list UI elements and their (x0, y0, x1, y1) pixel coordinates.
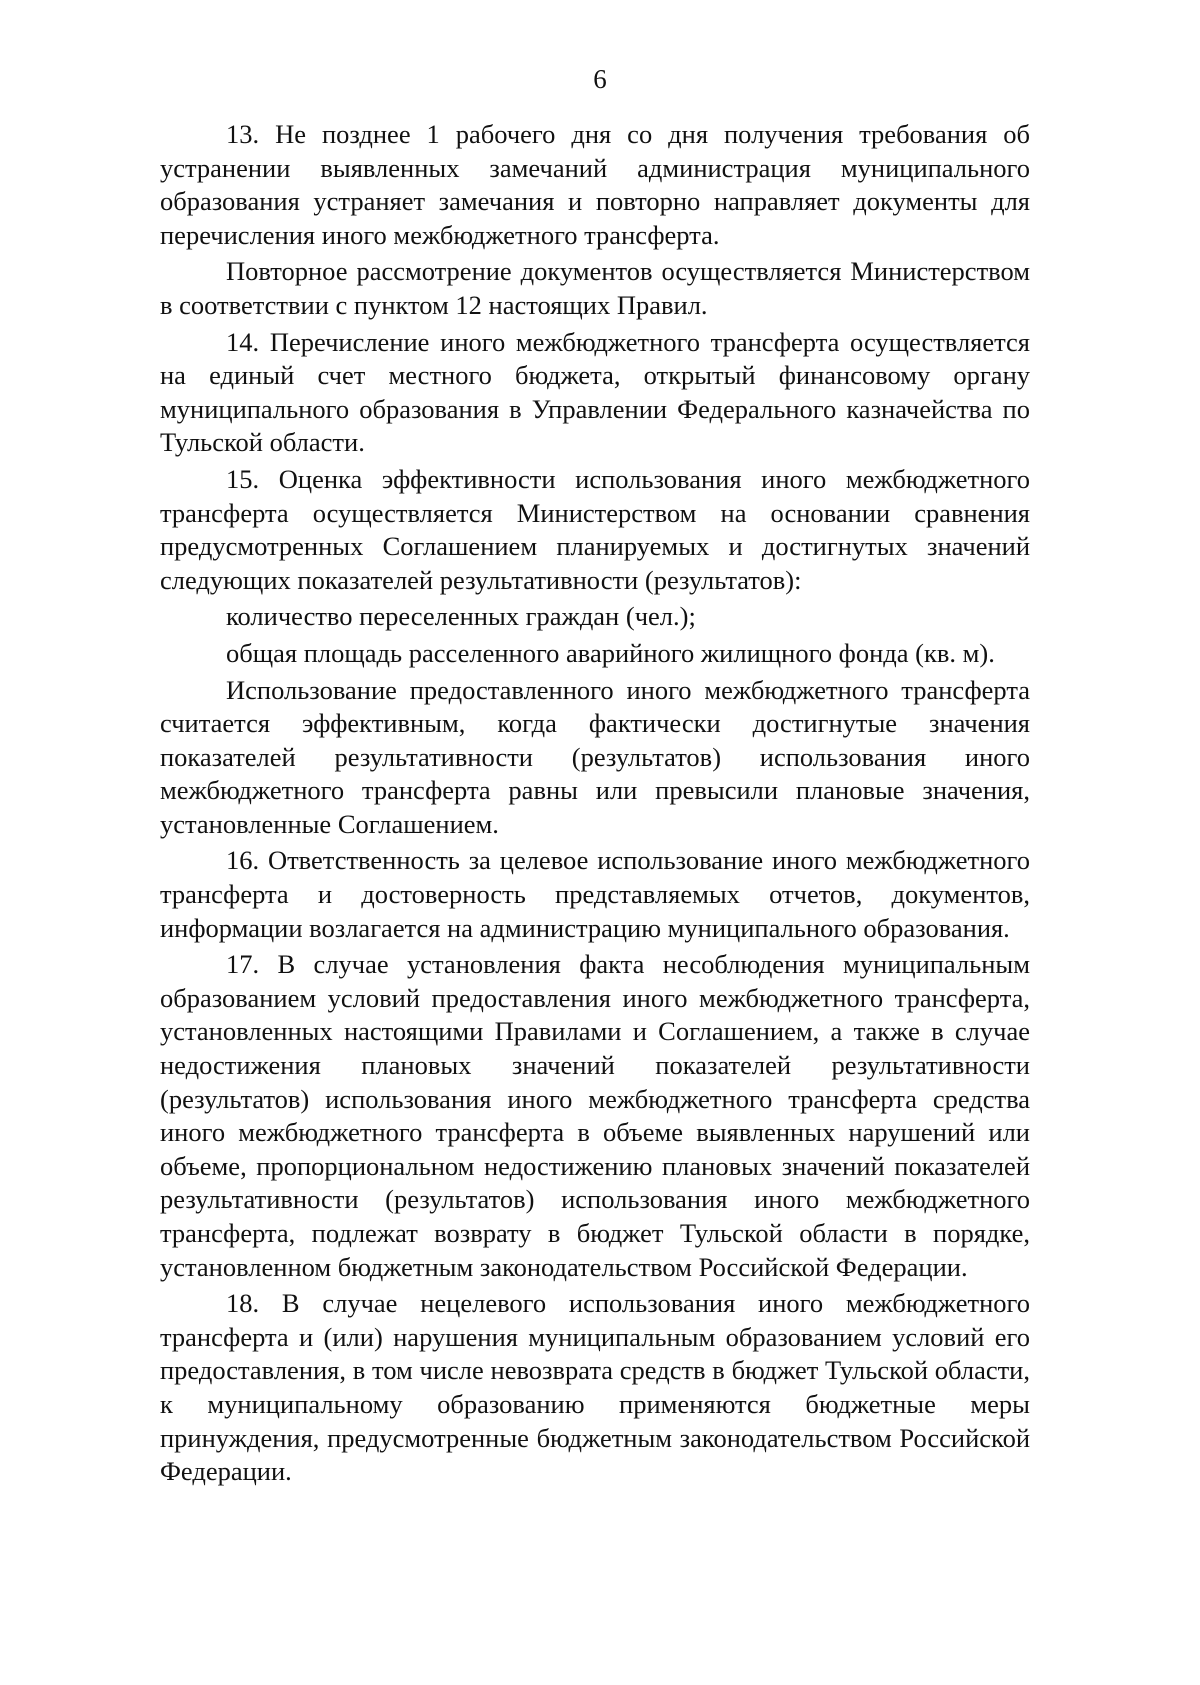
paragraph-item-18: 18. В случае нецелевого использования иного межбюджетного трансферта и (или) нарушения муниципальным образованием условий его предоставления, в том числе невозврата средств в бюджет Тульской области, к муниципальному образованию применяются бюджетные меры принуждения, предусмотренные бюджетным законодательством Российской Федерации. (160, 1288, 1030, 1487)
paragraph-item-15: 15. Оценка эффективности использования иного межбюджетного трансферта осуществляется Министерством на основании сравнения предусмотренных Соглашением планируемых и достигнутых значений следующих показателей результативности (результатов): (160, 463, 1030, 595)
paragraph-item-17: 17. В случае установления факта несоблюдения муниципальным образованием условий предоставления иного межбюджетного трансферта, установленных настоящими Правилами и Соглашением, а также в случае недостижения плановых значений показателей результативности (результатов) использования иного межбюджетного трансферта средства иного межбюджетного трансферта в объеме выявленных нарушений или объеме, пропорциональном недостижению плановых значений показателей результативности (результатов) использования иного межбюджетного трансферта, подлежат возврату в бюджет Тульской области в порядке, установленном бюджетным законодательством Российской Федерации. (160, 949, 1030, 1282)
paragraph-item-13: 13. Не позднее 1 рабочего дня со дня получения требования об устранении выявленных замечаний администрация муниципального образования устраняет замечания и повторно направляет документы для перечисления иного межбюджетного трансферта. (160, 119, 1030, 250)
indicator-resettled-citizens: количество переселенных граждан (чел.); (226, 601, 696, 632)
paragraph-effectiveness: Использование предоставленного иного межбюджетного трансферта считается эффективным, когда фактически достигнутые значения показателей результативности (результатов) использования иного межбюджетного трансферта равны или превысили плановые значения, установленные Соглашением. (160, 674, 1030, 839)
paragraph-item-14: 14. Перечисление иного межбюджетного трансферта осуществляется на единый счет местного бюджета, открытый финансовому органу муниципального образования в Управлении Федерального казначейства по Тульской области. (160, 326, 1030, 458)
document-body (160, 118, 1030, 1492)
paragraph-repeat-review: Повторное рассмотрение документов осуществляется Министерством в соответствии с пунктом 12 настоящих Правил. (160, 256, 1030, 320)
page-number: 6 (593, 64, 607, 94)
indicator-housing-area: общая площадь расселенного аварийного жилищного фонда (кв. м). (226, 637, 995, 668)
paragraph-item-16: 16. Ответственность за целевое использование иного межбюджетного трансферта и достоверность представляемых отчетов, документов, информации возлагается на администрацию муниципального образования. (160, 845, 1030, 943)
